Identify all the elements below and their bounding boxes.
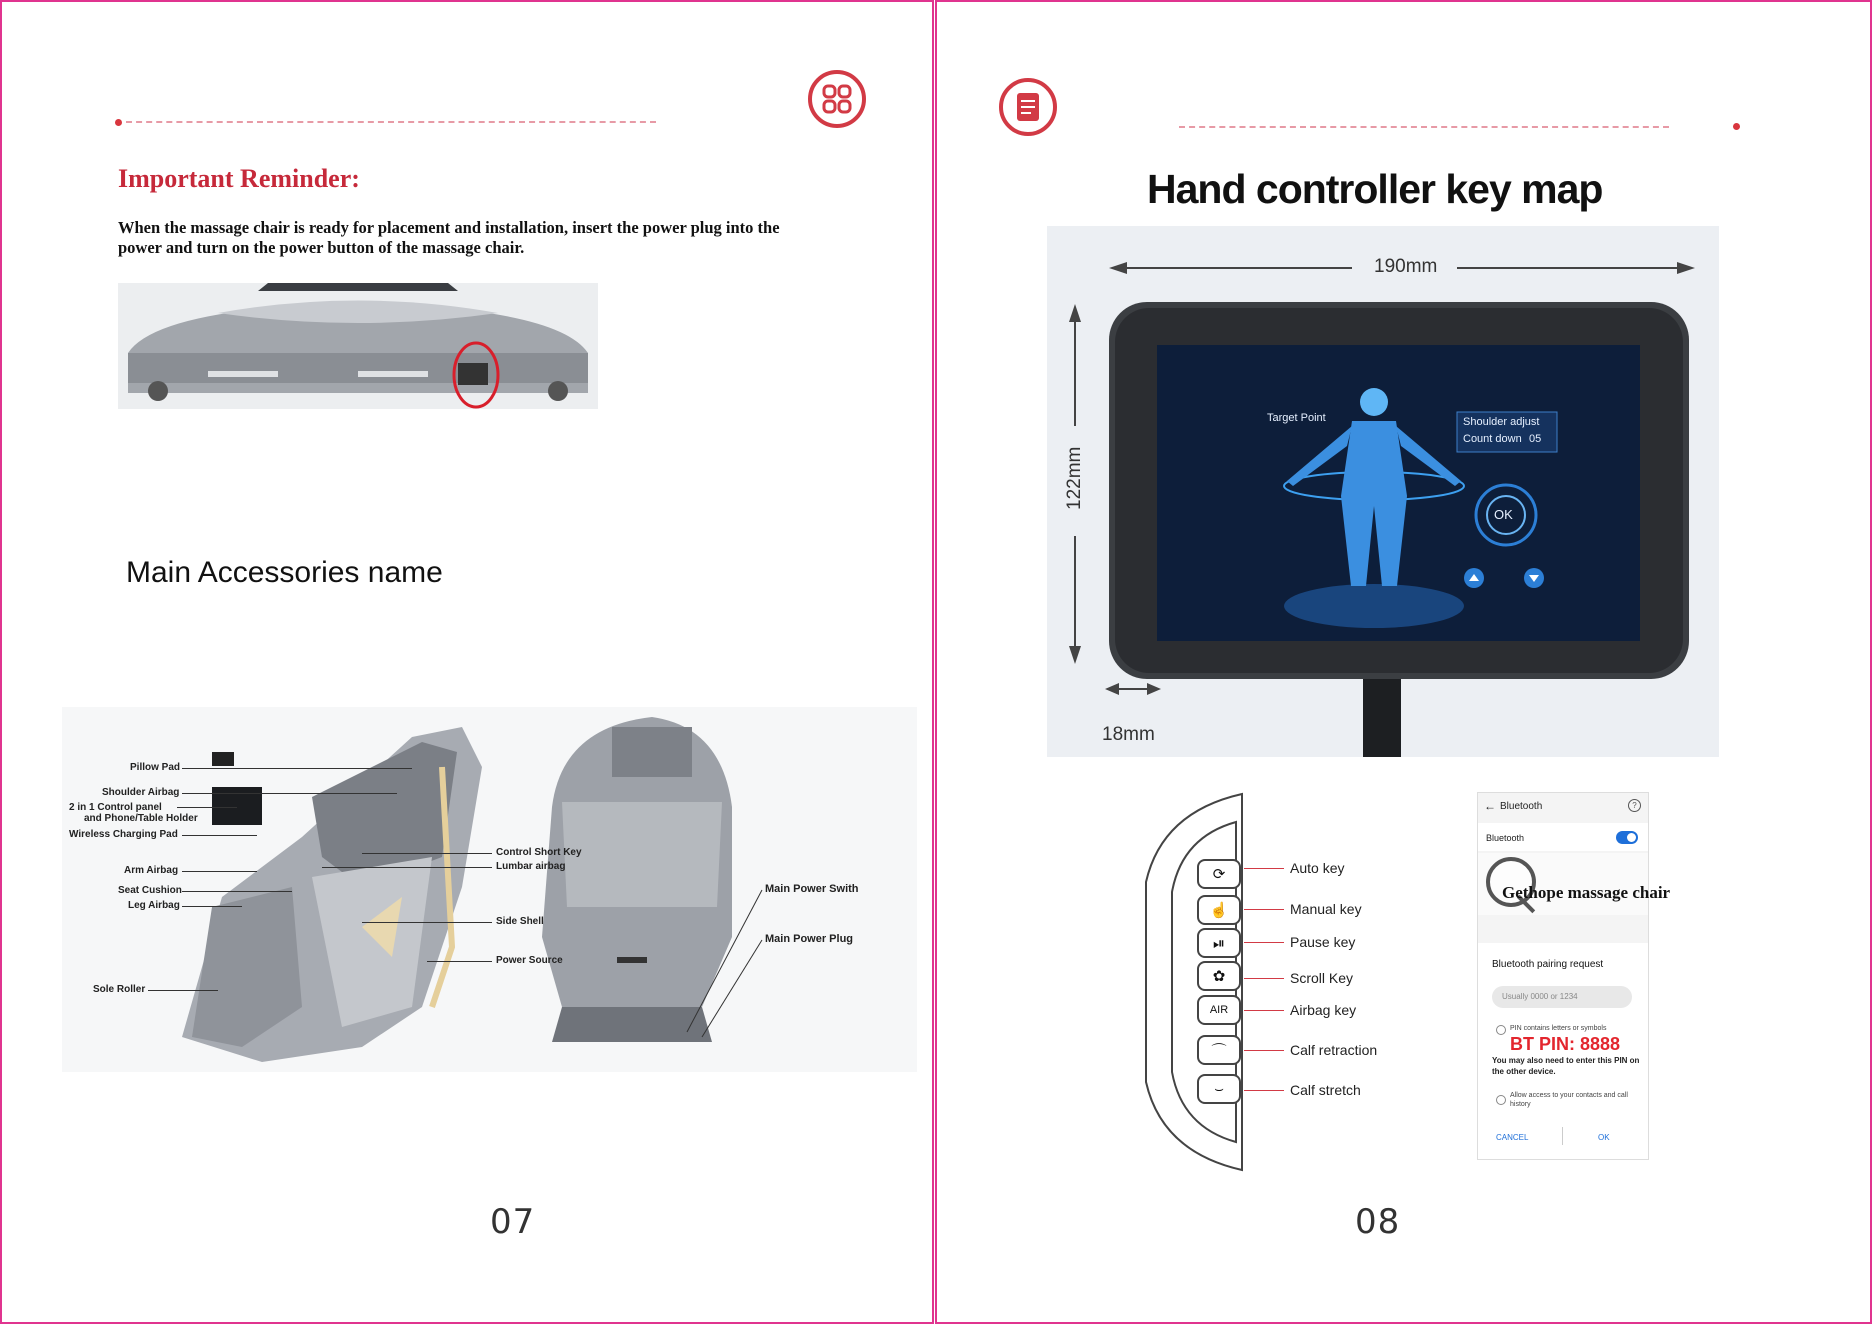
- bt-toggle-label: Bluetooth: [1486, 833, 1525, 843]
- label-calf-retraction: Calf retraction: [1290, 1042, 1378, 1058]
- pin-option-radio[interactable]: [1496, 1025, 1506, 1035]
- label-side-shell: Side Shell: [496, 916, 544, 927]
- leader-line: [177, 807, 237, 808]
- dialog-title: Bluetooth pairing request: [1492, 959, 1604, 970]
- leader-line: [182, 768, 412, 769]
- key-leader: [1244, 909, 1284, 910]
- controller-diagram: [1047, 226, 1719, 757]
- allow-access-label: Allow access to your contacts and call history: [1510, 1092, 1628, 1108]
- label-main-power-switch: Main Power Swith: [765, 883, 859, 895]
- key-leader: [1244, 1010, 1284, 1011]
- pin-option-label: PIN contains letters or symbols: [1510, 1025, 1607, 1032]
- auto-key[interactable]: ⟳: [1197, 859, 1241, 889]
- accessories-heading: Main Accessories name: [126, 556, 443, 589]
- label-phone-holder: and Phone/Table Holder: [84, 813, 198, 824]
- screen-target-point: Target Point: [1267, 412, 1326, 424]
- pause-key[interactable]: ⏯: [1197, 928, 1241, 958]
- page-07: [0, 0, 934, 1324]
- bt-pin: BT PIN: 8888: [1510, 1034, 1621, 1054]
- leader-line: [322, 867, 492, 868]
- height-dimension: 122mm: [1064, 446, 1085, 510]
- label-main-power-plug: Main Power Plug: [765, 933, 854, 945]
- label-scroll-key: Scroll Key: [1290, 970, 1354, 986]
- depth-dimension: 18mm: [1102, 724, 1155, 745]
- screen-shoulder-adjust: Shoulder adjust: [1463, 416, 1540, 428]
- screen-count-down: Count down: [1463, 433, 1522, 445]
- leader-line: [182, 871, 257, 872]
- dashed-divider: [126, 121, 656, 123]
- width-dimension: 190mm: [1374, 256, 1438, 277]
- divider-dot: [115, 119, 122, 126]
- bluetooth-screenshot: [1477, 792, 1671, 1160]
- label-seat-cushion: Seat Cushion: [118, 885, 182, 896]
- divider-dot: [1733, 123, 1740, 130]
- leader-line: [182, 793, 397, 794]
- allow-access-radio[interactable]: [1496, 1095, 1506, 1105]
- back-arrow-icon[interactable]: ←: [1484, 799, 1496, 813]
- grid-icon: [808, 70, 866, 128]
- page-title: Hand controller key map: [1147, 166, 1603, 212]
- help-icon[interactable]: ?: [1628, 799, 1641, 812]
- leader-line: [362, 853, 492, 854]
- leader-line: [148, 990, 218, 991]
- key-leader: [1244, 1090, 1284, 1091]
- label-pillow-pad: Pillow Pad: [130, 762, 181, 773]
- reminder-text: When the massage chair is ready for placement and installation, insert the power plug into the power and turn on the power button of the massage chair.: [118, 218, 780, 257]
- key-panel: [1142, 792, 1452, 1172]
- pin-input[interactable]: [1492, 986, 1632, 1008]
- label-auto-key: Auto key: [1290, 860, 1345, 876]
- label-calf-stretch: Calf stretch: [1290, 1082, 1361, 1098]
- page-number: 08: [1355, 1202, 1401, 1242]
- leader-line: [182, 906, 242, 907]
- bt-overlay-title: Gethope massage chair: [1502, 883, 1671, 902]
- screen-count-value: 05: [1529, 433, 1542, 445]
- dashed-divider: [1179, 126, 1669, 128]
- key-leader: [1244, 978, 1284, 979]
- leader-line: [427, 961, 492, 962]
- label-airbag-key: Airbag key: [1290, 1002, 1357, 1018]
- ok-button[interactable]: OK: [1598, 1133, 1610, 1142]
- leader-line: [362, 922, 492, 923]
- label-control-short-key: Control Short Key: [496, 847, 582, 858]
- label-sole-roller: Sole Roller: [93, 984, 146, 995]
- label-pause-key: Pause key: [1290, 934, 1356, 950]
- calf-stretch-key[interactable]: ⌣: [1197, 1074, 1241, 1104]
- scroll-key[interactable]: ✿: [1197, 961, 1241, 991]
- leader-line: [182, 835, 257, 836]
- reminder-title: Important Reminder:: [118, 164, 360, 193]
- bt-toggle-switch[interactable]: [1616, 831, 1638, 844]
- pin-placeholder: Usually 0000 or 1234: [1502, 992, 1578, 1001]
- chair-diagram: [62, 707, 917, 1072]
- page-08: [935, 0, 1872, 1324]
- key-leader: [1244, 868, 1284, 869]
- key-leader: [1244, 942, 1284, 943]
- label-shoulder-airbag: Shoulder Airbag: [102, 787, 180, 798]
- manual-key[interactable]: ☝: [1197, 895, 1241, 925]
- key-leader: [1244, 1050, 1284, 1051]
- leader-line: [182, 891, 292, 892]
- cancel-button[interactable]: CANCEL: [1496, 1133, 1529, 1142]
- label-manual-key: Manual key: [1290, 901, 1362, 917]
- document-icon: [999, 78, 1057, 136]
- airbag-key[interactable]: AIR: [1197, 995, 1241, 1025]
- page-number: 07: [490, 1202, 536, 1242]
- bt-header: Bluetooth: [1500, 801, 1543, 812]
- calf-retraction-key[interactable]: ⌒: [1197, 1035, 1241, 1065]
- label-leg-airbag: Leg Airbag: [128, 900, 180, 911]
- label-control-panel: 2 in 1 Control panel: [69, 802, 162, 813]
- chair-base-photo: [118, 283, 598, 409]
- screen-ok-button[interactable]: OK: [1494, 507, 1513, 522]
- label-lumbar-airbag: Lumbar airbag: [496, 861, 566, 872]
- button-divider: [1562, 1127, 1563, 1145]
- label-arm-airbag: Arm Airbag: [124, 865, 179, 876]
- label-power-source: Power Source: [496, 955, 563, 966]
- label-charging-pad: Wireless Charging Pad: [69, 829, 178, 840]
- pin-note: You may also need to enter this PIN on the other device.: [1492, 1056, 1640, 1076]
